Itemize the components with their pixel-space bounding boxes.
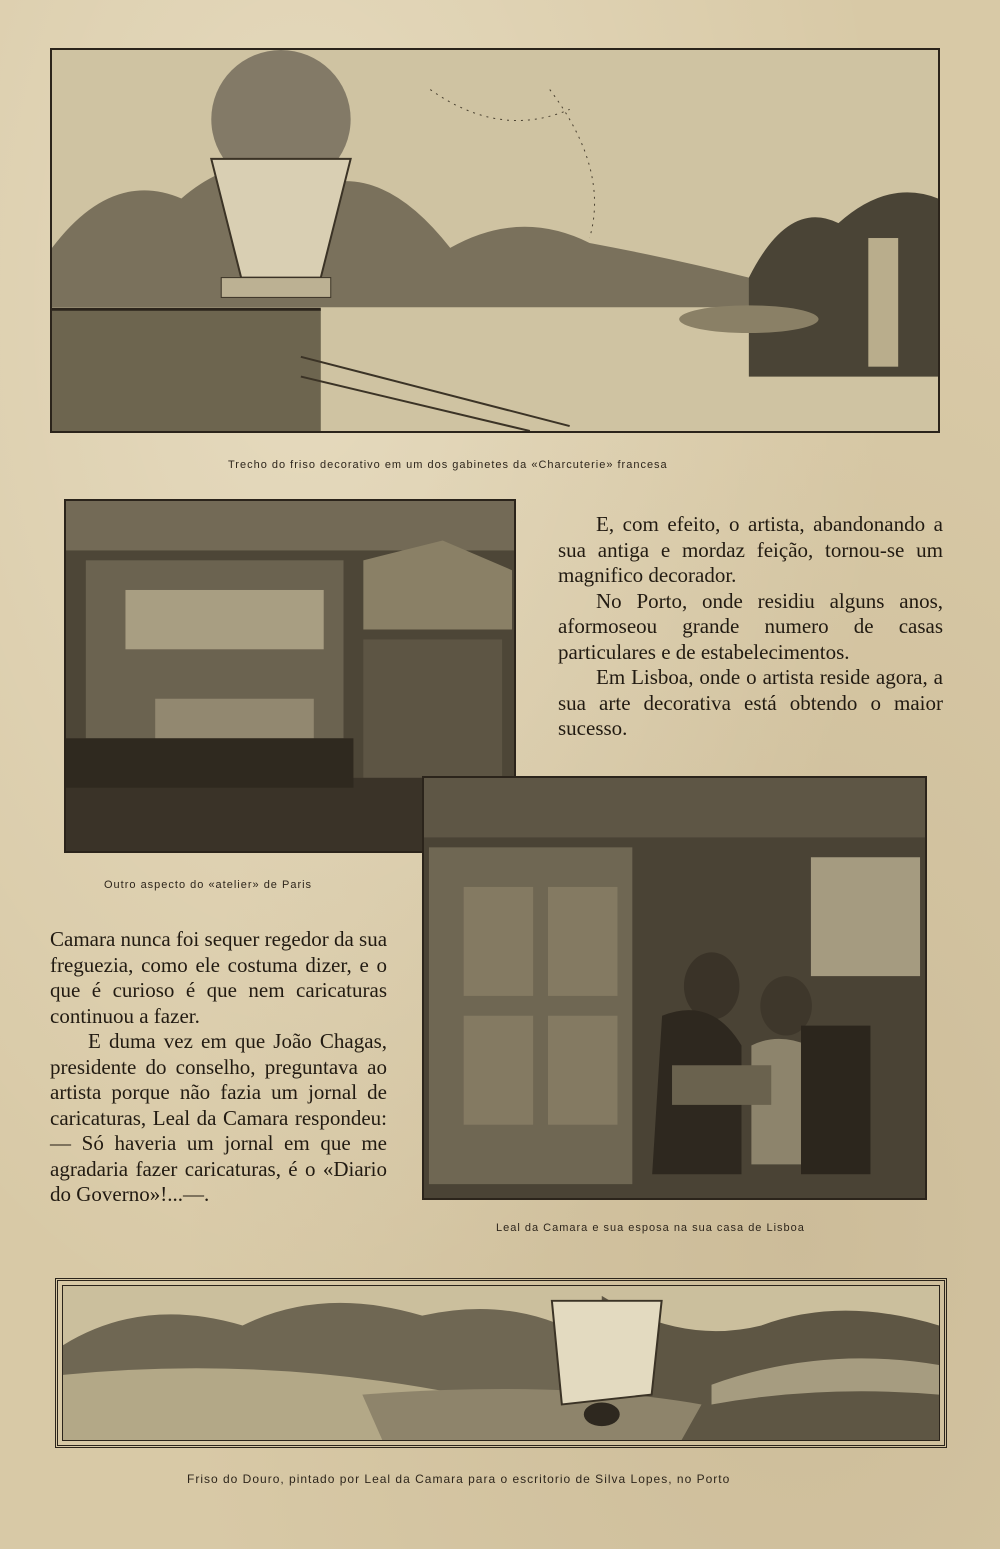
bottom-frieze-caption: Friso do Douro, pintado por Leal da Camara para o escritorio de Silva Lopes, no Porto	[187, 1472, 731, 1486]
paragraph: No Porto, onde residiu alguns anos, aformoseou grande numero de casas particulares e de estabelecimentos.	[558, 588, 943, 664]
right-column-text	[558, 512, 943, 742]
paragraph: Em Lisboa, onde o artista reside agora, a sua arte decorativa está obtendo o maior sucesso.	[558, 665, 943, 740]
left-column-text	[50, 927, 387, 1208]
bottom-frieze-illustration	[62, 1285, 940, 1441]
paragraph: E, com efeito, o artista, abandonando a sua antiga e mordaz feição, tornou-se um magnifico decorador.	[558, 512, 943, 587]
top-frieze-caption: Trecho do friso decorativo em um dos gabinetes da «Charcuterie» francesa	[228, 459, 668, 471]
atelier-caption: Outro aspecto do «atelier» de Paris	[104, 879, 313, 891]
couple-photo	[422, 776, 927, 1200]
paragraph: Camara nunca foi sequer regedor da sua freguezia, como ele costuma dizer, e o que é curioso é que nem caricaturas continuou a fazer.	[50, 927, 388, 1028]
paragraph: E duma vez em que João Chagas, presidente do conselho, preguntava ao artista porque não fazia um jornal de caricaturas, Leal da Camara respondeu:— Só haveria um jornal em que me agradaria fazer caricaturas, é o «Diario do Governo»!...—.	[50, 1029, 387, 1206]
top-frieze-illustration	[50, 48, 940, 433]
couple-caption: Leal da Camara e sua esposa na sua casa de Lisboa	[496, 1222, 805, 1234]
